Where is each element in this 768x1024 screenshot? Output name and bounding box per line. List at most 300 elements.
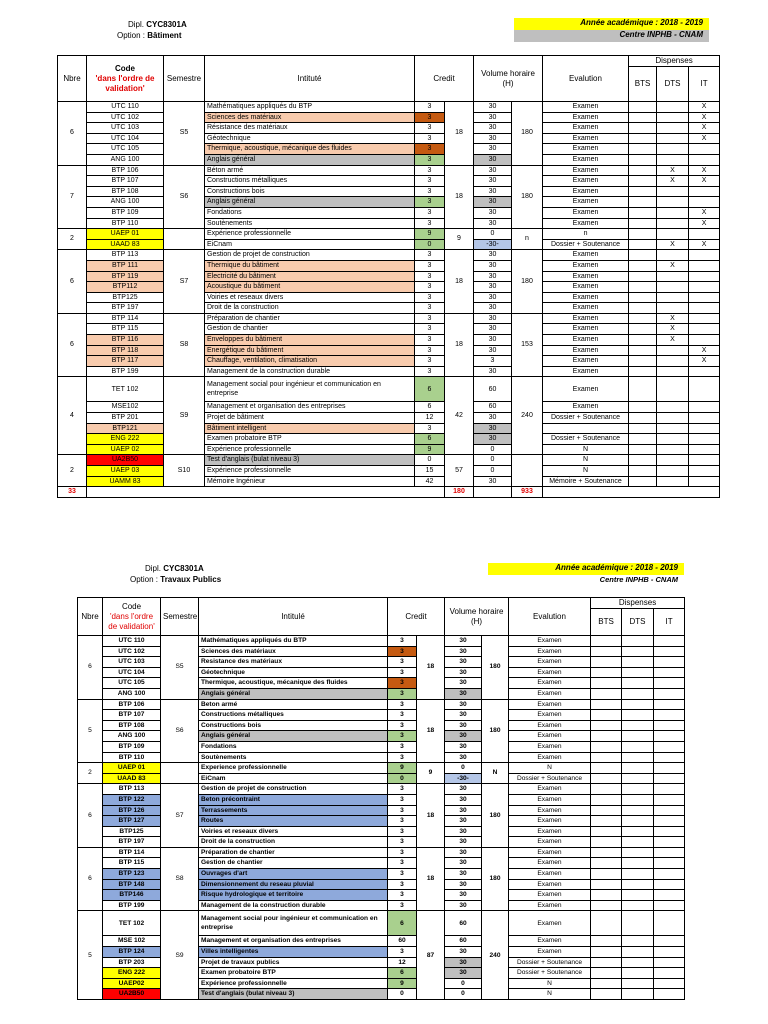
group-nbre: 4 — [58, 377, 87, 455]
credit-cell: 0 — [388, 773, 417, 784]
evalution-cell: Examen — [543, 176, 629, 187]
code-cell: ANG 100 — [103, 688, 161, 699]
dispense-it — [654, 968, 685, 979]
dispense-it — [689, 260, 720, 271]
dipl-line-2 — [145, 564, 204, 573]
dispense-dts — [657, 292, 689, 303]
intitule-cell: EiCnam — [205, 239, 415, 250]
dispense-dts — [657, 154, 689, 165]
evalution-cell: Examen — [509, 699, 591, 710]
dispense-bts — [629, 260, 657, 271]
credit-cell: 3 — [388, 847, 417, 858]
evalution-cell: Examen — [543, 292, 629, 303]
dispense-bts — [591, 847, 622, 858]
dispense-it: X — [689, 165, 720, 176]
dispense-bts — [629, 282, 657, 293]
code-cell: UTC 102 — [103, 646, 161, 657]
credit-cell: 3 — [415, 260, 445, 271]
table-row — [58, 176, 720, 187]
volume-cell: 30 — [445, 741, 482, 752]
dispense-dts: X — [657, 165, 689, 176]
dispense-dts — [622, 858, 654, 869]
evalution-cell: Dossier + Soutenance — [509, 957, 591, 968]
evalution-cell: Examen — [543, 335, 629, 346]
table-row — [58, 112, 720, 123]
code-cell: BTP 106 — [103, 699, 161, 710]
dispense-it: X — [689, 123, 720, 134]
volume-cell: 30 — [445, 699, 482, 710]
dispense-dts — [657, 112, 689, 123]
evalution-cell: Examen — [543, 165, 629, 176]
dispense-it — [654, 667, 685, 678]
credit-cell: 3 — [415, 303, 445, 314]
dispense-dts — [657, 402, 689, 413]
table-row — [58, 271, 720, 282]
volume-cell: 30 — [445, 678, 482, 689]
dispense-dts — [657, 434, 689, 445]
dipl-line-1 — [128, 20, 187, 29]
volume-cell: 0 — [474, 444, 512, 455]
group-nbre: 6 — [78, 784, 103, 848]
header-nbre: Nbre — [58, 56, 87, 102]
dispense-bts — [591, 900, 622, 911]
annee-academique-1: Année académique : 2018 - 2019 — [514, 18, 709, 30]
intitule-cell: Géotechnique — [199, 667, 388, 678]
credit-cell: 3 — [415, 207, 445, 218]
intitule-cell: Anglais général — [205, 197, 415, 208]
dispense-it — [654, 784, 685, 795]
dispense-it — [654, 636, 685, 647]
evalution-cell: Dossier + Soutenance — [509, 968, 591, 979]
header-volume: Volume horaire (H) — [474, 56, 543, 102]
evalution-cell: Examen — [509, 752, 591, 763]
dispense-it — [654, 858, 685, 869]
evalution-cell: Examen — [543, 123, 629, 134]
dispense-it — [654, 773, 685, 784]
table-row — [58, 444, 720, 455]
dispense-dts — [657, 133, 689, 144]
volume-cell: 30 — [445, 968, 482, 979]
intitule-cell: Expérience professionnelle — [205, 444, 415, 455]
credit-cell: 3 — [415, 313, 445, 324]
dispense-bts — [629, 144, 657, 155]
intitule-cell: Electricité du bâtiment — [205, 271, 415, 282]
header-dts: DTS — [657, 67, 689, 102]
volume-cell: 30 — [474, 313, 512, 324]
dispense-it — [654, 657, 685, 668]
volume-cell: 60 — [445, 936, 482, 947]
header-semestre: Semestre — [161, 598, 199, 636]
table-row — [58, 186, 720, 197]
evalution-cell: Examen — [509, 794, 591, 805]
intitule-cell: Projet de travaux publics — [199, 957, 388, 968]
dispense-bts — [591, 805, 622, 816]
volume-cell: 30 — [474, 434, 512, 445]
dispense-it — [689, 303, 720, 314]
evalution-cell: Examen — [509, 900, 591, 911]
group-volume: 180 — [512, 102, 543, 166]
table-row — [58, 345, 720, 356]
header-intitule: Intituté — [205, 56, 415, 102]
table-row — [58, 144, 720, 155]
dispense-bts — [591, 720, 622, 731]
semestre-cell: S7 — [164, 250, 205, 314]
code-cell: UAEP 03 — [87, 466, 164, 477]
dispense-it — [654, 731, 685, 742]
evalution-cell: Examen — [509, 805, 591, 816]
intitule-cell: Préparation de chantier — [199, 847, 388, 858]
evalution-cell: Examen — [543, 377, 629, 402]
semestre-cell — [161, 763, 199, 784]
code-cell: BTP 108 — [103, 720, 161, 731]
table-row — [78, 763, 685, 774]
group-volume: 180 — [482, 847, 509, 911]
dispense-bts — [591, 989, 622, 1000]
dispense-dts: X — [657, 313, 689, 324]
dispense-bts — [591, 816, 622, 827]
dispense-bts — [591, 752, 622, 763]
volume-cell: 30 — [474, 324, 512, 335]
intitule-cell: Villes intelligentes — [199, 947, 388, 958]
code-cell: ANG 100 — [103, 731, 161, 742]
dispense-bts — [591, 911, 622, 936]
header-semestre: Semestre — [164, 56, 205, 102]
code-cell: ENG 222 — [87, 434, 164, 445]
dispense-it — [689, 292, 720, 303]
evalution-cell: Examen — [509, 858, 591, 869]
code-cell: UTC 105 — [87, 144, 164, 155]
credit-cell: 9 — [415, 229, 445, 240]
group-volume: 153 — [512, 313, 543, 377]
semestre-cell: S10 — [164, 455, 205, 487]
intitule-cell: Experience professionnelle — [199, 763, 388, 774]
group-volume: 240 — [512, 377, 543, 455]
intitule-cell: Thermique, acoustique, mécanique des fluides — [205, 144, 415, 155]
volume-cell: 0 — [474, 455, 512, 466]
dispense-it — [689, 154, 720, 165]
code-cell: ANG 100 — [87, 197, 164, 208]
dispense-bts — [629, 476, 657, 487]
code-cell: UA2B50 — [87, 455, 164, 466]
dispense-bts — [629, 303, 657, 314]
dispense-dts — [657, 466, 689, 477]
header-credit: Credit — [388, 598, 445, 636]
volume-cell: 30 — [474, 133, 512, 144]
dispense-dts — [622, 879, 654, 890]
intitule-cell: Expérience professionnelle — [205, 229, 415, 240]
table-row — [78, 636, 685, 647]
table-row — [78, 911, 685, 936]
code-cell: ENG 222 — [103, 968, 161, 979]
volume-cell: 30 — [445, 710, 482, 721]
code-cell: TET 102 — [87, 377, 164, 402]
dispense-dts — [622, 646, 654, 657]
header-code-label: Code — [115, 63, 135, 73]
dispense-dts — [622, 847, 654, 858]
evalution-cell: Mémoire + Soutenance — [543, 476, 629, 487]
dispense-it — [654, 837, 685, 848]
intitule-cell: Voiries et reseaux divers — [205, 292, 415, 303]
volume-cell: 30 — [445, 784, 482, 795]
dispense-bts — [591, 869, 622, 880]
annee-academique-2: Année académique : 2018 - 2019 — [488, 563, 684, 575]
dispense-bts — [591, 657, 622, 668]
volume-cell: 30 — [445, 720, 482, 731]
code-cell: BTP 199 — [87, 366, 164, 377]
credit-cell: 3 — [415, 186, 445, 197]
evalution-cell: Examen — [509, 936, 591, 947]
evalution-cell: Examen — [543, 366, 629, 377]
dispense-it — [689, 186, 720, 197]
intitule-cell: Fondations — [199, 741, 388, 752]
dispense-bts — [591, 858, 622, 869]
group-volume: 180 — [512, 165, 543, 229]
intitule-cell: Beton armé — [199, 699, 388, 710]
evalution-cell: N — [543, 466, 629, 477]
credit-cell: 3 — [388, 900, 417, 911]
option-line-2 — [130, 575, 221, 584]
dispense-dts — [622, 784, 654, 795]
code-cell: BTP125 — [103, 826, 161, 837]
dispense-bts — [629, 313, 657, 324]
table-row — [58, 133, 720, 144]
intitule-cell: Constructions métalliques — [205, 176, 415, 187]
dispense-bts — [629, 377, 657, 402]
credit-cell: 3 — [415, 176, 445, 187]
group-credit: 18 — [445, 313, 474, 377]
code-cell: UAAD 83 — [87, 239, 164, 250]
volume-cell: 30 — [474, 413, 512, 424]
dispense-it — [689, 455, 720, 466]
dispense-it — [654, 869, 685, 880]
evalution-cell: Examen — [509, 720, 591, 731]
volume-cell: 30 — [474, 282, 512, 293]
centre-2: Centre INPHB - CNAM — [488, 575, 684, 587]
code-cell: BTP 118 — [87, 345, 164, 356]
evalution-cell: Examen — [543, 356, 629, 367]
dispense-dts — [622, 741, 654, 752]
credit-cell: 3 — [388, 805, 417, 816]
dispense-it — [654, 699, 685, 710]
code-cell: BTP 106 — [87, 165, 164, 176]
intitule-cell: Anglais général — [199, 731, 388, 742]
evalution-cell: N — [509, 989, 591, 1000]
credit-cell: 3 — [388, 816, 417, 827]
table-row — [58, 356, 720, 367]
credit-cell: 6 — [415, 434, 445, 445]
evalution-cell: Examen — [543, 144, 629, 155]
credit-cell: 3 — [415, 366, 445, 377]
group-nbre: 6 — [58, 250, 87, 314]
intitule-cell: Soutènements — [205, 218, 415, 229]
volume-cell: 0 — [445, 978, 482, 989]
volume-cell: 0 — [474, 466, 512, 477]
dipl-value: CYC8301A — [163, 564, 204, 573]
header-nbre: Nbre — [78, 598, 103, 636]
centre-1: Centre INPHB - CNAM — [514, 30, 709, 42]
volume-cell: 30 — [474, 112, 512, 123]
evalution-cell: Examen — [543, 271, 629, 282]
dispense-dts — [622, 678, 654, 689]
code-cell: BTP 107 — [103, 710, 161, 721]
volume-cell: 60 — [474, 402, 512, 413]
volume-cell: 30 — [445, 858, 482, 869]
evalution-cell: Examen — [509, 741, 591, 752]
intitule-cell: Examen probatoire BTP — [199, 968, 388, 979]
dispense-dts — [657, 102, 689, 113]
dispense-dts — [622, 837, 654, 848]
dispense-bts — [591, 741, 622, 752]
dispense-it — [654, 936, 685, 947]
header-code — [103, 598, 161, 636]
dispense-it — [654, 720, 685, 731]
evalution-cell: Examen — [509, 847, 591, 858]
group-nbre: 6 — [78, 636, 103, 700]
volume-cell: 30 — [445, 837, 482, 848]
volume-cell: 30 — [445, 752, 482, 763]
code-cell: BTP 110 — [103, 752, 161, 763]
dispense-it — [689, 229, 720, 240]
header-bts: BTS — [629, 67, 657, 102]
code-cell: UAEP 02 — [87, 444, 164, 455]
volume-cell: 30 — [445, 900, 482, 911]
header-dispenses: Dispenses — [591, 598, 685, 609]
volume-cell: 30 — [445, 890, 482, 901]
volume-cell: 30 — [445, 657, 482, 668]
intitule-cell: Management de la construction durable — [205, 366, 415, 377]
table-row — [58, 413, 720, 424]
intitule-cell: Gestion de projet de construction — [199, 784, 388, 795]
evalution-cell: N — [543, 444, 629, 455]
header-dispenses: Dispenses — [629, 56, 720, 67]
evalution-cell: Examen — [543, 207, 629, 218]
evalution-cell: Examen — [543, 345, 629, 356]
dispense-dts — [657, 271, 689, 282]
dispense-dts — [622, 636, 654, 647]
credit-cell: 3 — [415, 154, 445, 165]
group-credit: 9 — [417, 763, 445, 784]
code-cell: BTP 126 — [103, 805, 161, 816]
group-nbre: 2 — [58, 455, 87, 487]
volume-cell: 30 — [474, 144, 512, 155]
table-travaux-publics — [77, 597, 685, 1000]
dispense-dts — [657, 345, 689, 356]
dispense-dts — [622, 731, 654, 742]
credit-cell: 0 — [415, 455, 445, 466]
code-cell: TET 102 — [103, 911, 161, 936]
group-nbre: 5 — [78, 911, 103, 1000]
code-cell: BTP146 — [103, 890, 161, 901]
code-cell: BTP 115 — [103, 858, 161, 869]
dispense-bts — [629, 218, 657, 229]
code-cell: BTP 109 — [103, 741, 161, 752]
intitule-cell: Mathématiques appliqués du BTP — [199, 636, 388, 647]
evalution-cell: Examen — [509, 911, 591, 936]
semestre-cell: S9 — [161, 911, 199, 1000]
volume-cell: 60 — [445, 911, 482, 936]
table-row — [58, 434, 720, 445]
table-row — [58, 260, 720, 271]
table-row — [58, 313, 720, 324]
code-cell: BTP 122 — [103, 794, 161, 805]
dispense-it: X — [689, 345, 720, 356]
evalution-cell: Examen — [543, 218, 629, 229]
volume-cell: 30 — [474, 250, 512, 261]
code-cell: BTP 107 — [87, 176, 164, 187]
intitule-cell: Voiries et reseaux divers — [199, 826, 388, 837]
code-cell: BTP 197 — [87, 303, 164, 314]
dispense-it — [689, 250, 720, 261]
credit-cell: 3 — [415, 112, 445, 123]
credit-cell: 3 — [388, 784, 417, 795]
group-nbre: 6 — [58, 313, 87, 377]
evalution-cell: Examen — [509, 784, 591, 795]
group-volume: 180 — [482, 636, 509, 700]
dispense-bts — [591, 978, 622, 989]
credit-cell: 6 — [388, 968, 417, 979]
dispense-bts — [629, 112, 657, 123]
evalution-cell: Examen — [543, 313, 629, 324]
dispense-dts — [622, 957, 654, 968]
code-cell: BTP 127 — [103, 816, 161, 827]
dispense-bts — [629, 165, 657, 176]
dispense-it — [654, 900, 685, 911]
dispense-bts — [629, 271, 657, 282]
group-nbre: 2 — [78, 763, 103, 784]
dispense-dts — [622, 968, 654, 979]
code-cell: UTC 102 — [87, 112, 164, 123]
volume-cell: 30 — [474, 207, 512, 218]
table-row — [58, 366, 720, 377]
dispense-bts — [591, 826, 622, 837]
dispense-it: X — [689, 218, 720, 229]
volume-cell: 0 — [445, 763, 482, 774]
dispense-it — [689, 476, 720, 487]
code-cell: UTC 103 — [87, 123, 164, 134]
total-blank — [543, 487, 720, 498]
credit-cell: 3 — [388, 699, 417, 710]
dispense-dts — [657, 144, 689, 155]
code-cell: UAEP 01 — [87, 229, 164, 240]
dispense-dts — [622, 667, 654, 678]
evalution-cell: Examen — [543, 112, 629, 123]
group-credit: 18 — [445, 102, 474, 166]
intitule-cell: Projet de bâtiment — [205, 413, 415, 424]
credit-cell: 9 — [388, 763, 417, 774]
evalution-cell: Examen — [509, 869, 591, 880]
evalution-cell: Examen — [543, 133, 629, 144]
dispense-it — [689, 466, 720, 477]
volume-cell: 30 — [445, 646, 482, 657]
volume-cell: 30 — [445, 667, 482, 678]
evalution-cell: Examen — [543, 186, 629, 197]
intitule-cell: Béton armé — [205, 165, 415, 176]
dispense-bts — [629, 345, 657, 356]
group-volume: 180 — [482, 784, 509, 848]
dispense-bts — [591, 773, 622, 784]
credit-cell: 3 — [415, 250, 445, 261]
intitule-cell: Thermique du bâtiment — [205, 260, 415, 271]
total-credit: 180 — [445, 487, 474, 498]
group-credit: 18 — [445, 250, 474, 314]
code-cell: BTP 109 — [87, 207, 164, 218]
code-cell: BTP125 — [87, 292, 164, 303]
code-cell: BTP 114 — [87, 313, 164, 324]
dispense-bts — [591, 794, 622, 805]
code-cell: BTP 123 — [103, 869, 161, 880]
code-cell: BTP 124 — [103, 947, 161, 958]
dispense-bts — [591, 968, 622, 979]
